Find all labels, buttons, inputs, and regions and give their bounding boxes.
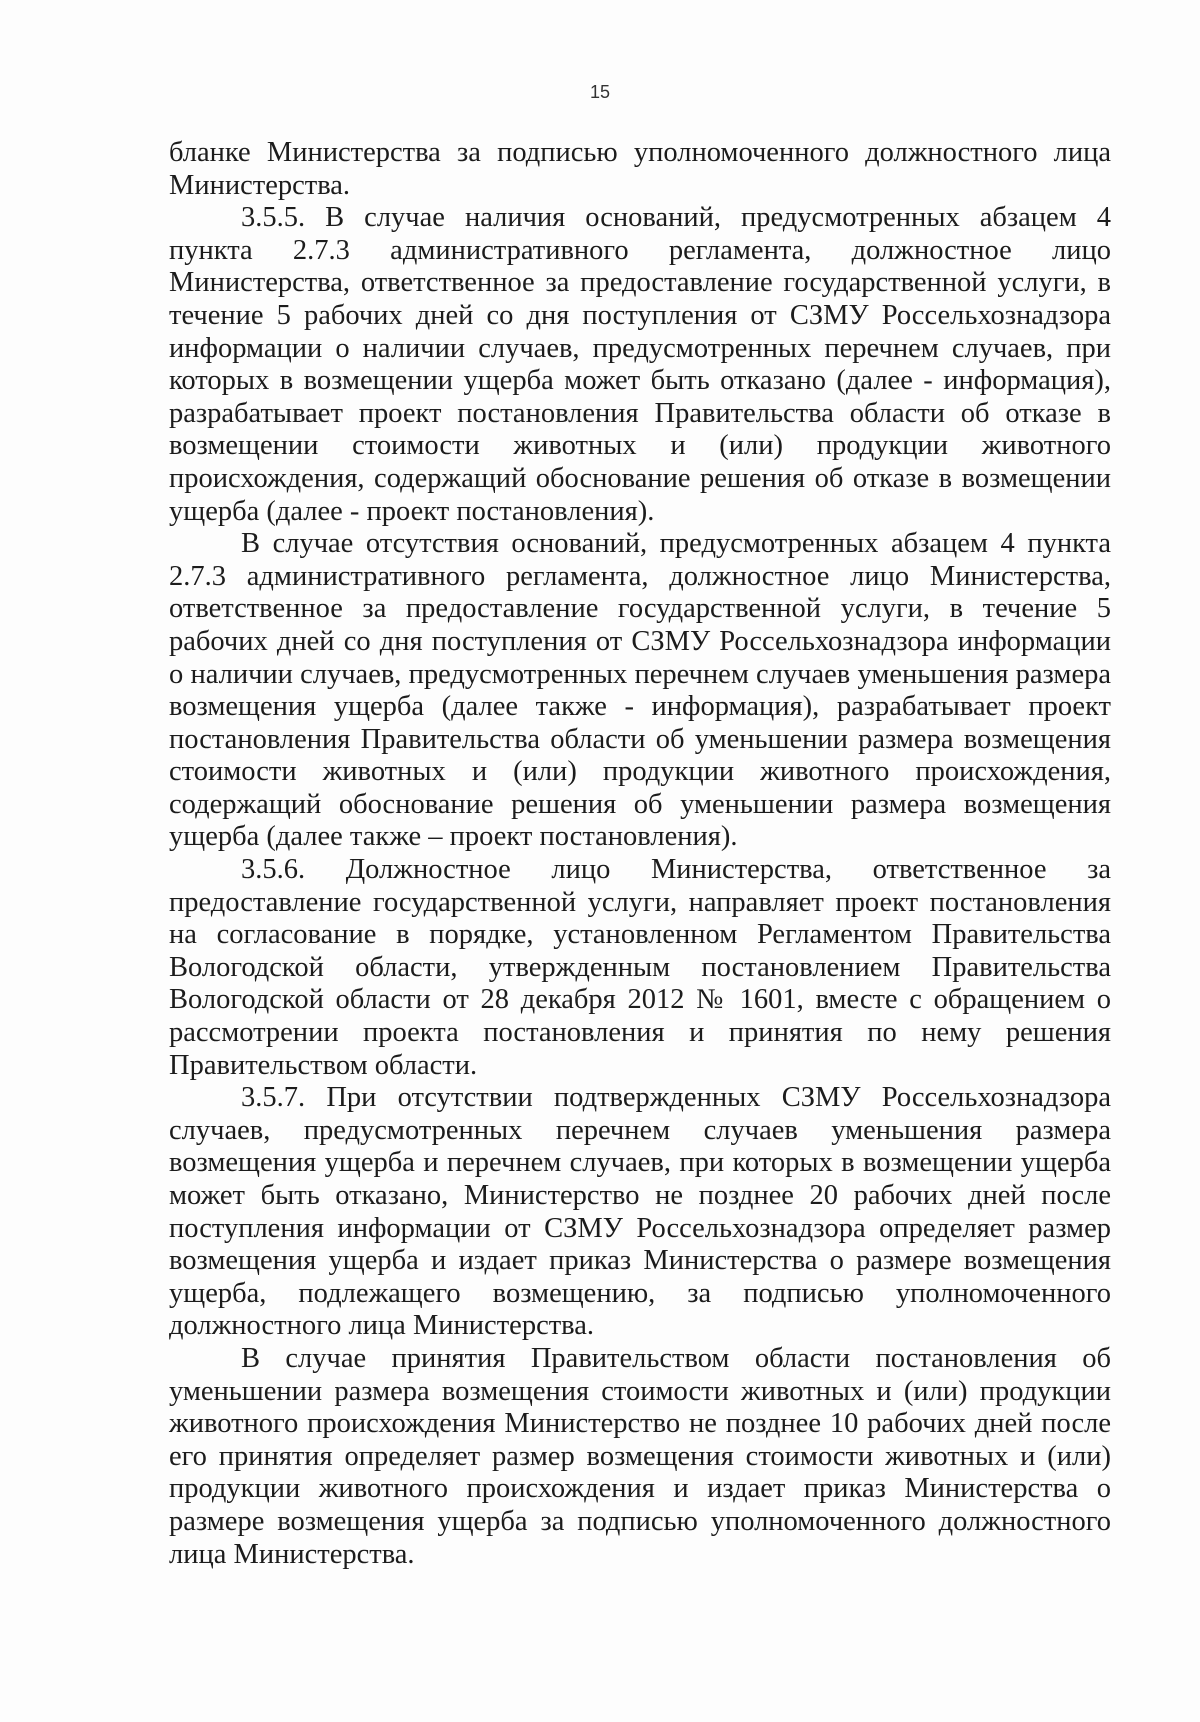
paragraph-3-5-6: 3.5.6. Должностное лицо Министерства, ответственное за предоставление государственной услуги, направляет проект постановления на согласование в порядке, установленном Регламентом Правительства Вологодской области, утвержденным постановлением Правительства Вологодской области от 28 декабря 2012 № 1601, вместе с обращением о рассмотрении проекта постановления и принятия по нему решения Правительством области. — [169, 854, 1111, 1081]
paragraph-3-5-5-absence: В случае отсутствия оснований, предусмотренных абзацем 4 пункта 2.7.3 административного регламента, должностное лицо Министерства, ответственное за предоставление государственной услуги, в течение 5 рабочих дней со дня поступления от СЗМУ Россельхознадзора информации о наличии случаев, предусмотренных перечнем случаев уменьшения размера возмещения ущерба (далее также - информация), разрабатывает проект постановления Правительства области об уменьшении размера возмещения стоимости животных и (или) продукции животного происхождения, содержащий обоснование решения об уменьшении размера возмещения ущерба (далее также – проект постановления). — [169, 528, 1111, 853]
paragraph-3-5-5: 3.5.5. В случае наличия оснований, предусмотренных абзацем 4 пункта 2.7.3 административного регламента, должностное лицо Министерства, ответственное за предоставление государственной услуги, в течение 5 рабочих дней со дня поступления от СЗМУ Россельхознадзора информации о наличии случаев, предусмотренных перечнем случаев, при которых в возмещении ущерба может быть отказано (далее - информация), разрабатывает проект постановления Правительства области об отказе в возмещении стоимости животных и (или) продукции животного происхождения, содержащий обоснование решения об отказе в возмещении ущерба (далее - проект постановления). — [169, 202, 1111, 527]
paragraph-continuation: бланке Министерства за подписью уполномоченного должностного лица Министерства. — [169, 137, 1111, 201]
page-number: 15 — [589, 82, 611, 102]
paragraph-3-5-7-reduction: В случае принятия Правительством области постановления об уменьшении размера возмещения стоимости животных и (или) продукции животного происхождения Министерство не позднее 10 рабочих дней после его принятия определяет размер возмещения стоимости животных и (или) продукции животного происхождения и издает приказ Министерства о размере возмещения ущерба за подписью уполномоченного должностного лица Министерства. — [169, 1342, 1111, 1570]
paragraph-3-5-7: 3.5.7. При отсутствии подтвержденных СЗМУ Россельхознадзора случаев, предусмотренных перечнем случаев уменьшения размера возмещения ущерба и перечнем случаев, при которых в возмещении ущерба может быть отказано, Министерство не позднее 20 рабочих дней после поступления информации от СЗМУ Россельхознадзора определяет размер возмещения ущерба и издает приказ Министерства о размере возмещения ущерба, подлежащего возмещению, за подписью уполномоченного должностного лица Министерства. — [169, 1082, 1111, 1342]
document-body — [169, 137, 1111, 1571]
